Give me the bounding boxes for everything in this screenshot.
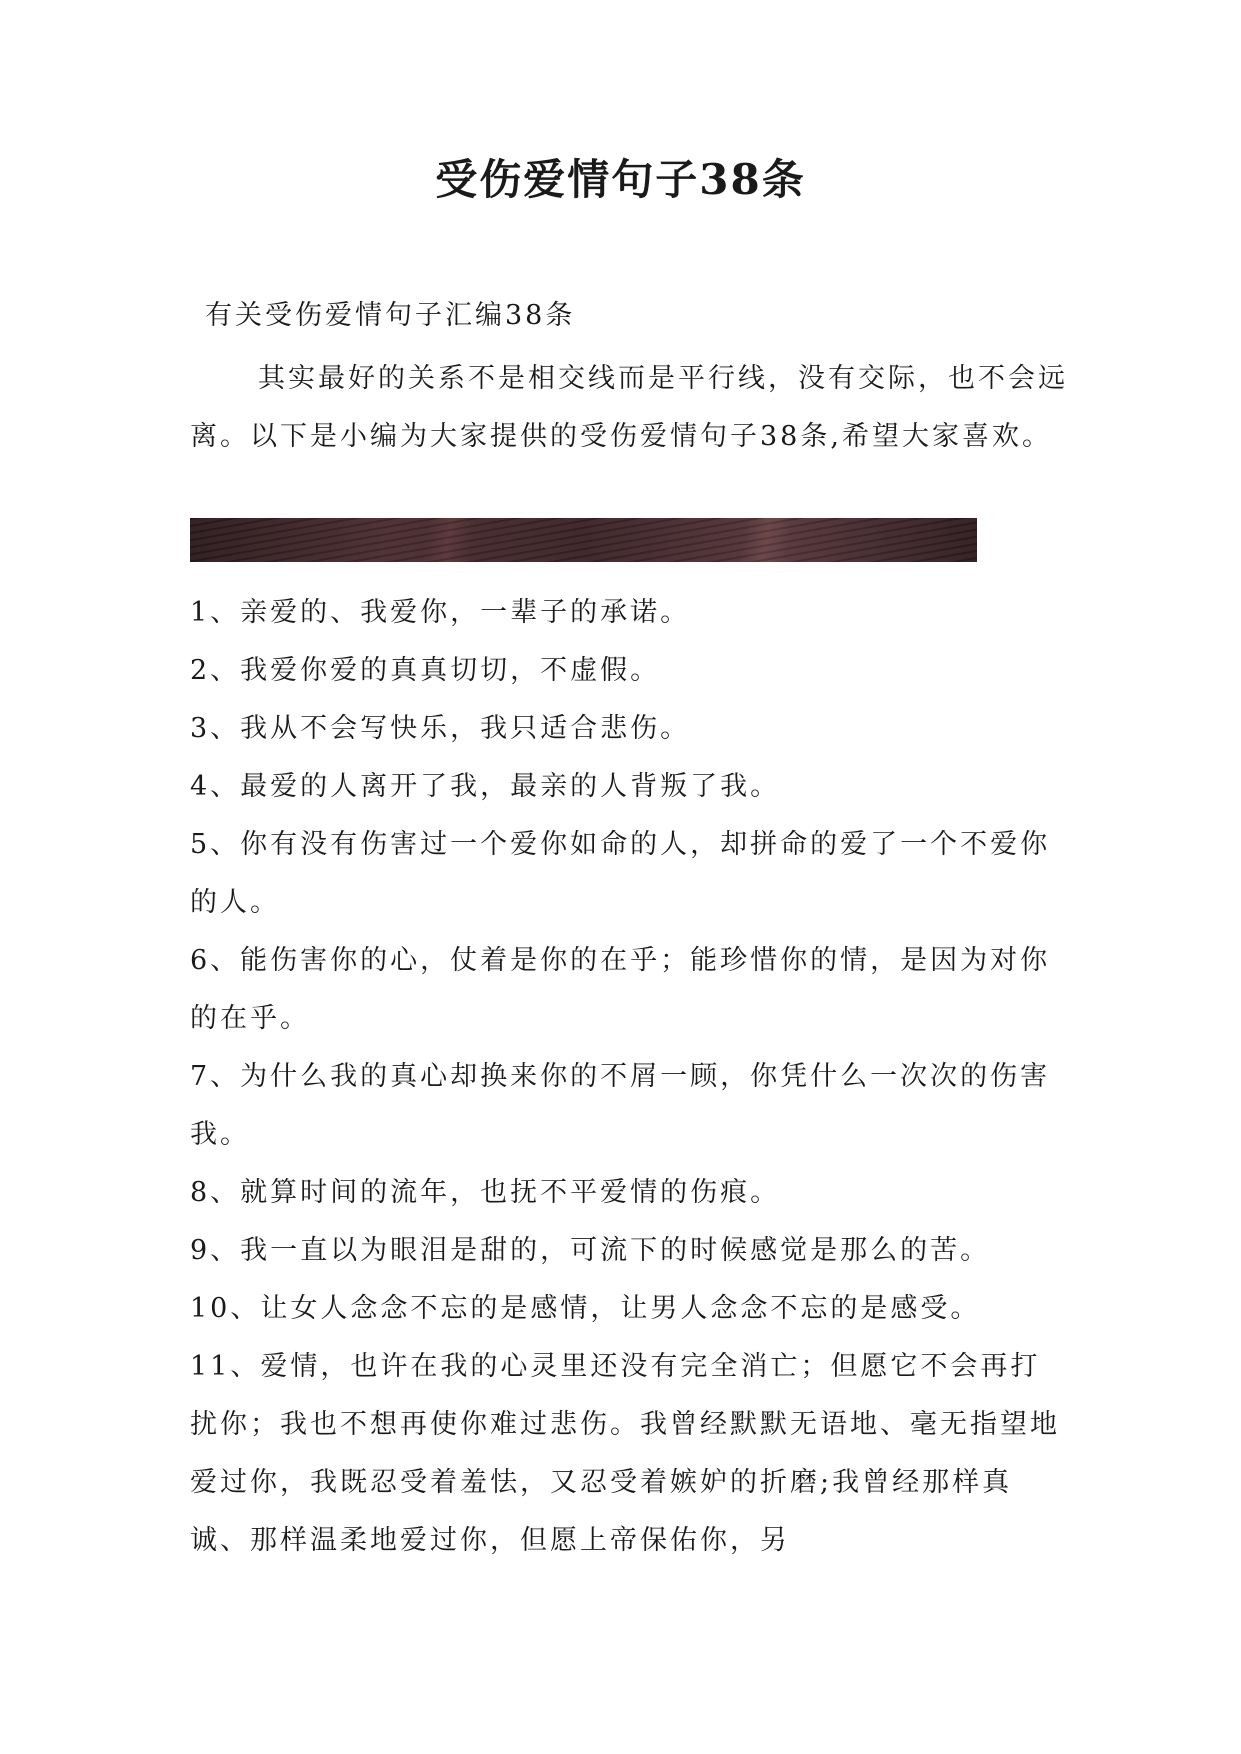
- document-title: 受伤爱情句子38条: [435, 155, 806, 204]
- wood-banner-image: [190, 518, 977, 562]
- list-item: 5、你有没有伤害过一个爱你如命的人，却拼命的爱了一个不爱你的人。: [190, 829, 1051, 918]
- list-item: 2、我爱你爱的真真切切，不虚假。: [190, 655, 661, 686]
- intro-paragraph: 其实最好的关系不是相交线而是平行线，没有交际，也不会远离。以下是小编为大家提供的受伤爱情句子38条,希望大家喜欢。: [190, 363, 1068, 452]
- sentence-list: [190, 584, 1090, 1570]
- list-item: 10、让女人念念不忘的是感情，让男人念念不忘的是感受。: [190, 1293, 981, 1324]
- list-item: 7、为什么我的真心却换来你的不屑一顾，你凭什么一次次的伤害我。: [190, 1061, 1051, 1150]
- list-item: 9、我一直以为眼泪是甜的，可流下的时候感觉是那么的苦。: [190, 1235, 991, 1266]
- list-item: 6、能伤害你的心，仗着是你的在乎；能珍惜你的情，是因为对你的在乎。: [190, 945, 1051, 1034]
- list-item: 1、亲爱的、我爱你，一辈子的承诺。: [190, 597, 691, 628]
- wood-grain-texture: [190, 518, 977, 562]
- list-item: 8、就算时间的流年，也抚不平爱情的伤痕。: [190, 1177, 781, 1208]
- list-item: 3、我从不会写快乐，我只适合悲伤。: [190, 713, 691, 744]
- list-item: 4、最爱的人离开了我，最亲的人背叛了我。: [190, 771, 781, 802]
- list-item: 11、爱情，也许在我的心灵里还没有完全消亡；但愿它不会再打扰你；我也不想再使你难过悲伤。我曾经默默无语地、毫无指望地爱过你，我既忍受着羞怯，又忍受着嫉妒的折磨;我曾经那样真诚、那样温柔地爱过你，但愿上帝保佑你，另: [190, 1351, 1060, 1556]
- document-subtitle: 有关受伤爱情句子汇编38条: [205, 300, 576, 331]
